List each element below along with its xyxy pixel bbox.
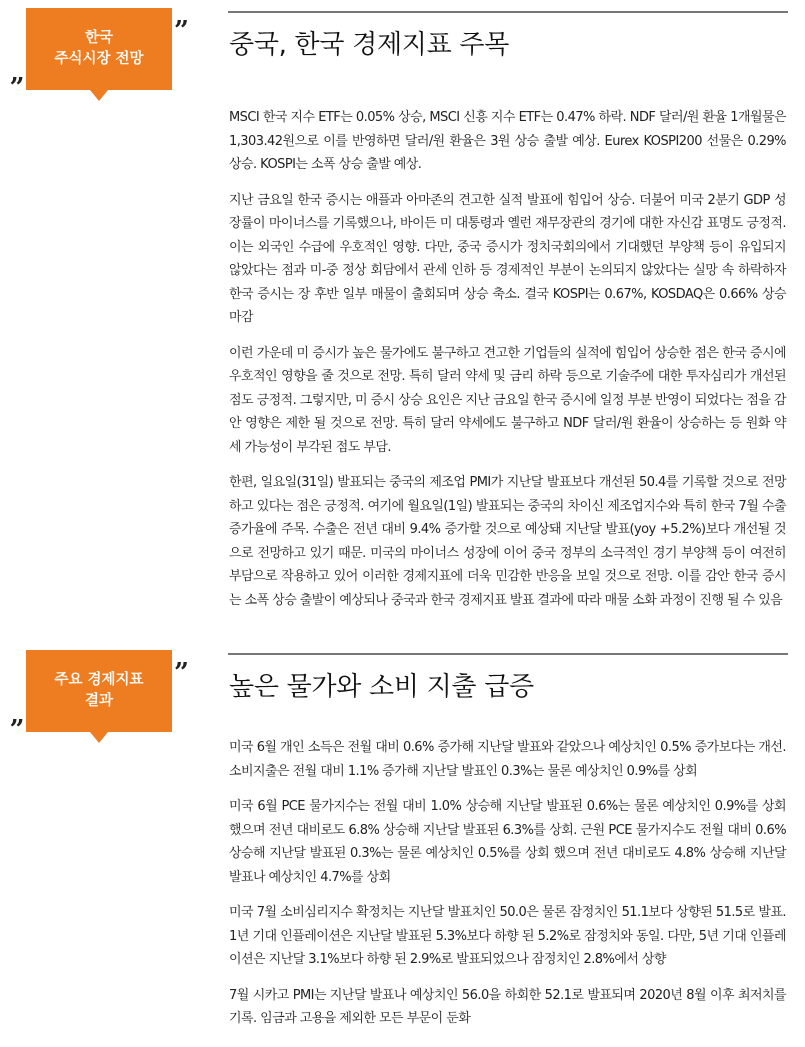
paragraph: 한편, 일요일(31일) 발표되는 중국의 제조업 PMI가 지난달 발표보다 개선된 50.4를 기록할 것으로 전망하고 있다는 점은 긍정적. 여기에 월요일(1일) 발표되는 중국의 차이신 제조업지수와 특히 한국 7월 수출 증가율에 주목. 수출은 전년 대비 9.4% 증가할 것으로 예상돼 지난달 발표(yoy +5.2%)보다 개선될 것으로 전망하고 있기 때문. 미국의 마이너스 성장에 이어 중국 정부의 소극적인 경기 부양책 등이 여전히 부담으로 작용하고 있어 이러한 경제지표에 더욱 민감한 반응을 보일 것으로 전망. 이를 감안 한국 증시는 소폭 상승 출발이 예상되나 중국과 한국 경제지표 발표 결과에 따라 매물 소화 과정이 진행 될 수 있음 — [229, 475, 786, 608]
open-quote-icon: „ — [10, 58, 25, 88]
section-title: 중국, 한국 경제지표 주목 — [229, 30, 510, 60]
open-quote-icon: „ — [10, 700, 25, 730]
paragraph: MSCI 한국 지수 ETF는 0.05% 상승, MSCI 신흥 지수 ETF는 0.47% 하락. NDF 달러/원 환율 1개월물은 1,303.42원으로 이를 반영하면 달러/원 환율은 3원 상승 출발 예상. Eurex KOSPI200 선물은 0.29% 상승. KOSPI는 소폭 상승 출발 예상. — [229, 110, 786, 172]
section-title: 높은 물가와 소비 지출 급증 — [229, 672, 534, 702]
paragraph: 지난 금요일 한국 증시는 애플과 아마존의 견고한 실적 발표에 힘입어 상승. 더불어 미국 2분기 GDP 성장률이 마이너스를 기록했으나, 바이든 미 대통령과 옐런 재무장관의 경기에 대한 자신감 표명도 긍정적. 이는 외국인 수급에 우호적인 영향. 다만, 중국 증시가 정치국회의에서 기대했던 부양책 등이 유입되지 않았다는 점과 미-중 정상 회담에서 관세 인하 등 경제적인 부분이 논의되지 않았다는 실망 속 하락하자 한국 증시는 장 후반 일부 매물이 출회되며 상승 축소. 결국 KOSPI는 0.67%, KOSDAQ은 0.66% 상승 마감 — [229, 192, 786, 325]
section-body — [229, 106, 786, 624]
section-badge — [8, 0, 194, 110]
badge-line-1: 주요 경제지표 — [54, 672, 144, 688]
paragraph: 미국 7월 소비심리지수 확정치는 지난달 발표치인 50.0은 물론 잠정치인 51.1보다 상향된 51.5로 발표. 1년 기대 인플레이션은 지난달 발표된 5.3%보다 하향 된 5.2%로 잠정치와 동일. 다만, 5년 기대 인플레이션은 지난달 3.1%보다 하향 된 2.9%로 발표되었으나 잠정치인 2.8%에서 상향 — [229, 905, 786, 967]
section-badge — [8, 642, 194, 752]
badge-box — [26, 8, 172, 90]
close-quote-icon: ” — [174, 16, 189, 46]
badge-line-2: 결과 — [84, 693, 113, 709]
section-body — [229, 736, 786, 1043]
badge-box — [26, 650, 172, 732]
close-quote-icon: ” — [174, 658, 189, 688]
paragraph: 미국 6월 PCE 물가지수는 전월 대비 1.0% 상승해 지난달 발표된 0.6%는 물론 예상치인 0.9%를 상회 했으며 전년 대비로도 6.8% 상승해 지난달 발표된 6.3%를 상회. 근원 PCE 물가지수도 전월 대비 0.6% 상승해 지난달 발표된 0.3%는 물론 예상치인 0.5%를 상회 했으며 전년 대비로도 4.8% 상승해 지난달 발표나 예상치인 4.7%를 상회 — [229, 799, 786, 885]
badge-line-1: 한국 — [84, 30, 113, 46]
title-rule — [228, 11, 788, 13]
title-rule — [228, 653, 788, 655]
paragraph: 미국 6월 개인 소득은 전월 대비 0.6% 증가해 지난달 발표와 같았으나 예상치인 0.5% 증가보다는 개선. 소비지출은 전월 대비 1.1% 증가해 지난달 발표인 0.3%는 물론 예상치인 0.9%를 상회 — [229, 740, 786, 779]
paragraph: 이런 가운데 미 증시가 높은 물가에도 불구하고 견고한 기업들의 실적에 힘입어 상승한 점은 한국 증시에 우호적인 영향을 줄 것으로 전망. 특히 달러 약세 및 금리 하락 등으로 기술주에 대한 투자심리가 개선된 점도 긍정적. 그렇지만, 미 증시 상승 요인은 지난 금요일 한국 증시에 일정 부분 반영이 되었다는 점을 감안 영향은 제한 될 것으로 전망. 특히 달러 약세에도 불구하고 NDF 달러/원 환율이 상승하는 등 원화 약세 가능성이 부각된 점도 부담. — [229, 345, 786, 455]
paragraph: 7월 시카고 PMI는 지난달 발표나 예상치인 56.0을 하회한 52.1로 발표되며 2020년 8월 이후 최저치를 기록. 임금과 고용을 제외한 모든 부문이 둔화 — [229, 987, 786, 1026]
badge-line-2: 주식시장 전망 — [54, 51, 144, 67]
badge-pointer — [90, 90, 108, 101]
badge-pointer — [90, 732, 108, 743]
